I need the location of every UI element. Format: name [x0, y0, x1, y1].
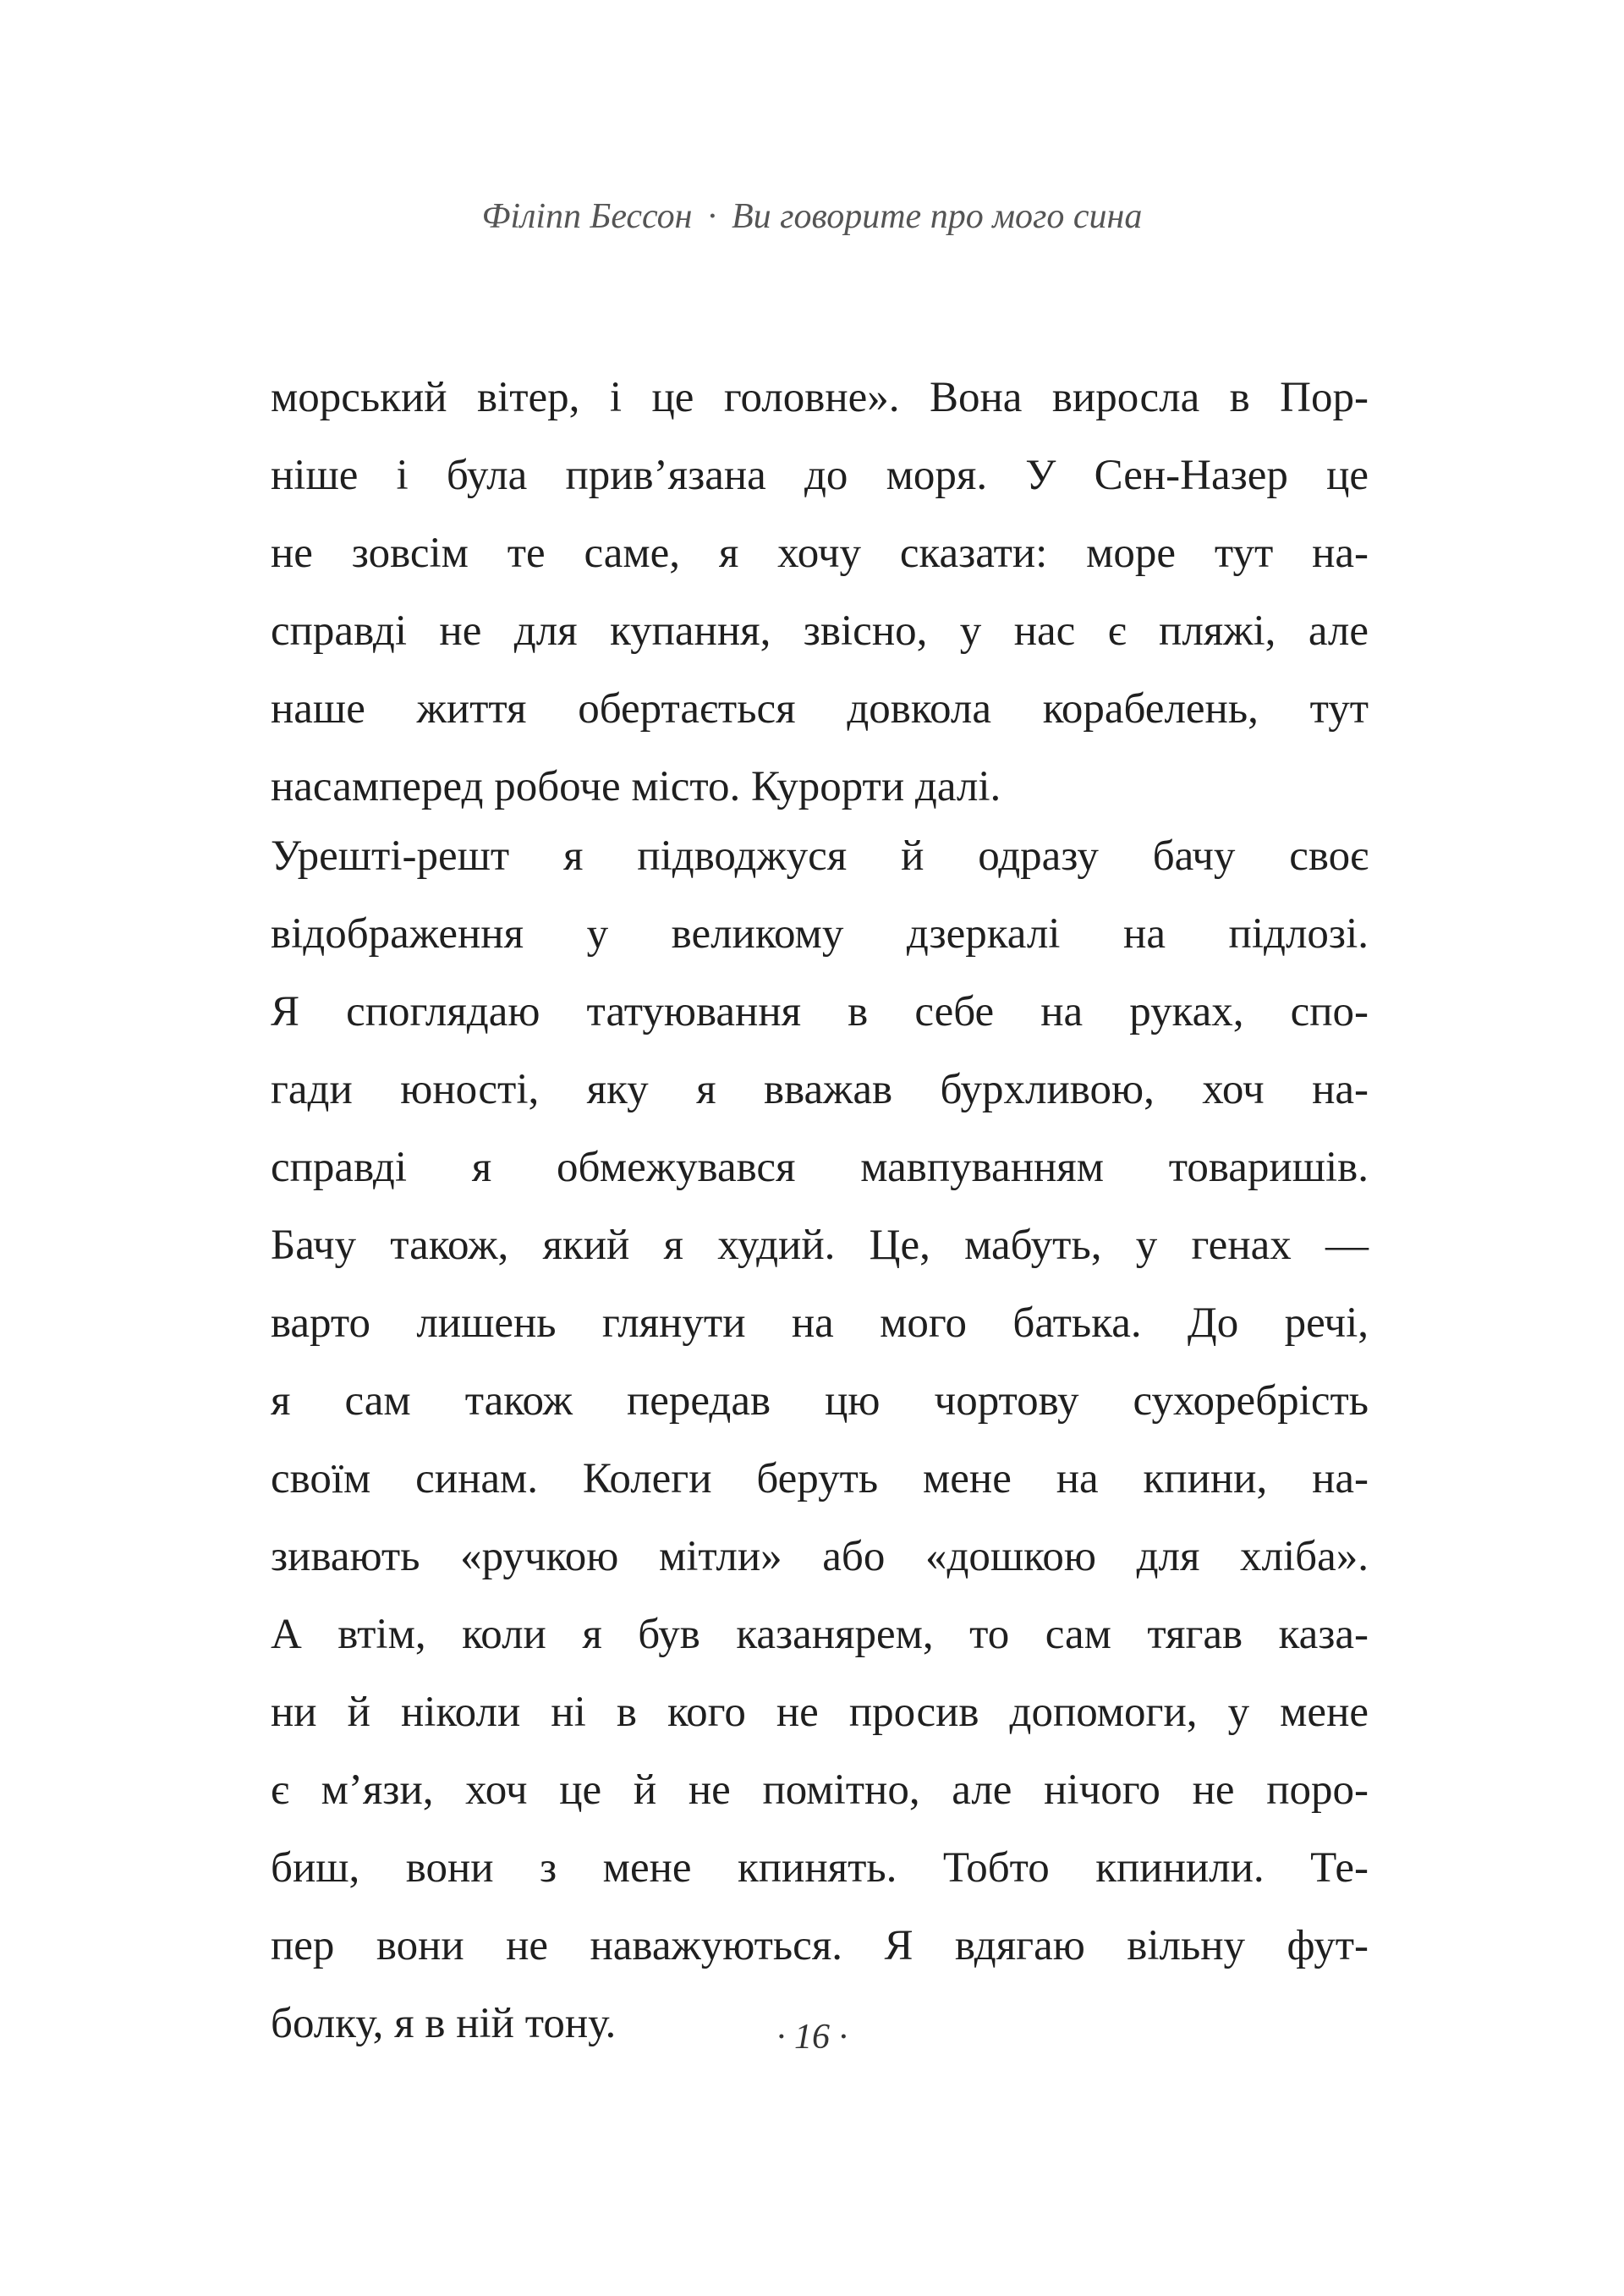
page-number: · 16 · [776, 2018, 848, 2057]
text-line: не зовсім те саме, я хочу сказати: море тут на- [271, 530, 1369, 577]
header-separator: · [707, 197, 716, 236]
text-line: болку, я в ній тону. [271, 2000, 617, 2047]
text-line: справді я обмежувався мавпуванням товаришів. [271, 1144, 1369, 1191]
running-header [0, 196, 1624, 237]
paragraph-2 [271, 817, 1369, 2063]
paragraph-1 [271, 359, 1369, 826]
text-line: гади юності, яку я вважав бурхливою, хоч на- [271, 1066, 1369, 1113]
text-line: своїм синам. Колеги беруть мене на кпини, на- [271, 1455, 1369, 1502]
text-line: наше життя обертається довкола корабелень, тут [271, 685, 1369, 733]
text-line: Бачу також, який я худий. Це, мабуть, у генах — [271, 1222, 1369, 1269]
text-line: ніше і була прив’язана до моря. У Сен-Назер це [271, 452, 1369, 499]
text-line: зивають «ручкою мітли» або «дошкою для хліба». [271, 1533, 1369, 1580]
header-author: Філіпп Бессон [481, 197, 693, 236]
text-line: варто лишень глянути на мого батька. До речі, [271, 1299, 1369, 1347]
text-line: є м’язи, хоч це й не помітно, але нічого не поро- [271, 1766, 1369, 1814]
text-line: справді не для купання, звісно, у нас є пляжі, але [271, 607, 1369, 655]
header-book-title: Ви говорите про мого сина [732, 197, 1143, 236]
text-line: А втім, коли я був казанярем, то сам тягав каза- [271, 1611, 1369, 1658]
text-line: биш, вони з мене кпинять. Тобто кпинили. Те- [271, 1844, 1369, 1892]
text-line: відображення у великому дзеркалі на підлозі. [271, 910, 1369, 958]
text-line: ни й ніколи ні в кого не просив допомоги, у мене [271, 1689, 1369, 1736]
text-line: я сам також передав цю чортову сухоребрість [271, 1377, 1369, 1425]
text-line: морський вітер, і це головне». Вона виросла в Пор- [271, 374, 1369, 421]
text-line: пер вони не наважуються. Я вдягаю вільну фут- [271, 1922, 1369, 1969]
text-line: насамперед робоче місто. Курорти далі. [271, 763, 1001, 810]
text-line: Я споглядаю татуювання в себе на руках, спо- [271, 988, 1369, 1035]
text-line: Урешті-решт я підводжуся й одразу бачу своє [271, 832, 1369, 880]
